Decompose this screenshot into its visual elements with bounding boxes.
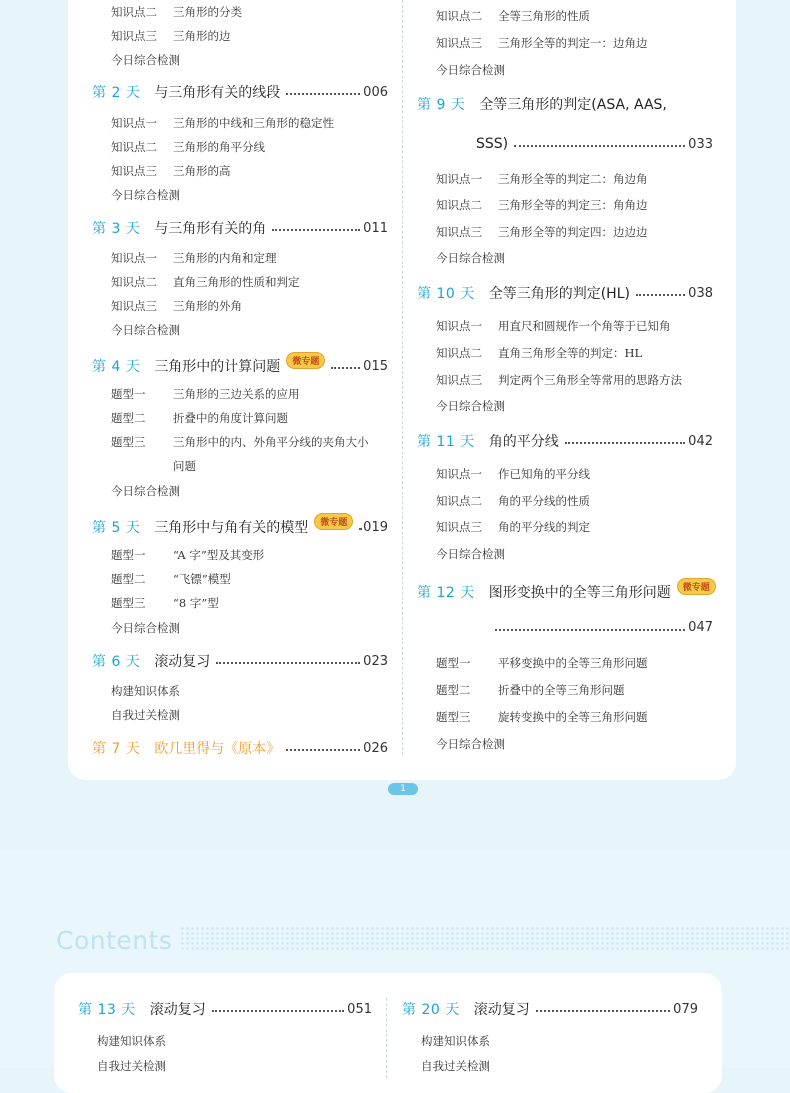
item-text: 自我过关检测 — [97, 1059, 166, 1073]
item-text: “飞镖”模型 — [173, 572, 231, 586]
day-title: SSS) — [476, 136, 509, 152]
item-text: 今日综合检测 — [436, 63, 505, 77]
item-label: 知识点三 — [111, 164, 157, 178]
item-text: 今日综合检测 — [436, 737, 505, 751]
item-label: 题型一 — [111, 387, 146, 401]
item-label: 知识点二 — [436, 198, 482, 212]
day-number: 第 6 天 — [92, 654, 141, 670]
item-label: 知识点三 — [111, 299, 157, 313]
item-text: 作已知角的平分线 — [498, 467, 590, 481]
item-text: 问题 — [173, 459, 196, 473]
day-title: 三角形中与角有关的模型 — [154, 520, 309, 536]
item-label: 知识点三 — [436, 520, 482, 534]
item-label: 知识点一 — [436, 172, 482, 186]
item-label: 知识点一 — [111, 251, 157, 265]
day-title: 全等三角形的判定(HL) — [488, 286, 630, 302]
day-title: 角的平分线 — [488, 434, 559, 450]
page-number: 038 — [688, 285, 713, 301]
page-number: 019 — [363, 519, 388, 535]
item-text: “A 字”型及其变形 — [173, 548, 265, 562]
page-number: 033 — [688, 136, 713, 152]
day-number: 第 2 天 — [92, 85, 141, 101]
item-label: 题型三 — [436, 710, 471, 724]
day-number: 第 4 天 — [92, 359, 141, 375]
toc-item[interactable] — [421, 1058, 490, 1074]
item-text: 判定两个三角形全等常用的思路方法 — [498, 373, 682, 387]
page-number: 026 — [363, 740, 388, 756]
item-text: 折叠中的全等三角形问题 — [498, 683, 625, 697]
item-text: 平移变换中的全等三角形问题 — [498, 656, 648, 670]
page-number: 047 — [688, 620, 713, 635]
item-text: 今日综合检测 — [436, 251, 505, 265]
page-number: 079 — [673, 1001, 698, 1017]
item-label: 知识点二 — [436, 494, 482, 508]
page-number: 023 — [363, 653, 388, 669]
item-text: 三角形的分类 — [173, 5, 242, 19]
item-label: 知识点三 — [111, 29, 157, 43]
item-label: 知识点二 — [436, 9, 482, 23]
item-text: “8 字”型 — [173, 596, 219, 610]
day-title: 滚动复习 — [149, 1002, 206, 1018]
item-label: 题型一 — [436, 656, 471, 670]
item-text: 今日综合检测 — [111, 484, 180, 498]
micro-topic-badge: 微专题 — [314, 513, 353, 530]
item-text: 全等三角形的性质 — [498, 9, 590, 23]
day-title: 滚动复习 — [154, 654, 211, 670]
contents-heading: Contents — [56, 926, 173, 955]
day-number: 第 20 天 — [402, 1002, 460, 1018]
item-text: 用直尺和圆规作一个角等于已知角 — [498, 319, 671, 333]
item-text: 自我过关检测 — [421, 1059, 490, 1073]
item-text: 三角形的外角 — [173, 299, 242, 313]
toc-item[interactable] — [421, 1033, 490, 1049]
item-label: 知识点一 — [436, 319, 482, 333]
item-label: 题型三 — [111, 596, 146, 610]
item-text: 直角三角形全等的判定：HL — [498, 346, 643, 360]
item-text: 今日综合检测 — [436, 399, 505, 413]
item-text: 构建知识体系 — [421, 1034, 490, 1048]
item-text: 今日综合检测 — [111, 323, 180, 337]
day-number: 第 13 天 — [78, 1002, 136, 1018]
page-number: 015 — [363, 358, 388, 374]
item-label: 知识点二 — [111, 140, 157, 154]
item-text: 折叠中的角度计算问题 — [173, 411, 288, 425]
item-text: 三角形全等的判定四：边边边 — [498, 225, 648, 239]
page-number: 011 — [363, 220, 388, 236]
item-text: 三角形的角平分线 — [173, 140, 265, 154]
day-number: 第 3 天 — [92, 221, 141, 237]
item-label: 知识点一 — [436, 467, 482, 481]
dot-leader — [536, 1010, 670, 1012]
item-label: 知识点三 — [436, 36, 482, 50]
item-label: 题型一 — [111, 548, 146, 562]
item-text: 自我过关检测 — [111, 708, 180, 722]
item-text: 直角三角形的性质和判定 — [173, 275, 300, 289]
day-title: 欧几里得与《原本》 — [154, 741, 281, 757]
day-number: 第 5 天 — [92, 520, 141, 536]
item-text: 三角形中的内、外角平分线的夹角大小 — [173, 435, 369, 449]
page-number: 006 — [363, 84, 388, 100]
day-title: 与三角形有关的线段 — [154, 85, 281, 101]
item-text: 今日综合检测 — [111, 53, 180, 67]
day-number: 第 10 天 — [417, 286, 475, 302]
day-title: 全等三角形的判定(ASA, AAS, — [479, 97, 667, 113]
item-text: 三角形的边 — [173, 29, 231, 43]
micro-topic-badge: 微专题 — [286, 352, 325, 369]
item-label: 知识点三 — [436, 373, 482, 387]
item-text: 构建知识体系 — [111, 684, 180, 698]
item-text: 三角形的三边关系的应用 — [173, 387, 300, 401]
item-label: 知识点二 — [436, 346, 482, 360]
item-label: 知识点二 — [111, 275, 157, 289]
item-text: 三角形全等的判定二：角边角 — [498, 172, 648, 186]
day-number: 第 9 天 — [417, 97, 466, 113]
item-text: 今日综合检测 — [111, 621, 180, 635]
item-text: 旋转变换中的全等三角形问题 — [498, 710, 648, 724]
item-text: 三角形全等的判定一：边角边 — [498, 36, 648, 50]
day-title: 图形变换中的全等三角形问题 — [488, 585, 671, 601]
item-label: 题型三 — [111, 435, 146, 449]
item-label: 题型二 — [436, 683, 471, 697]
page-number: 042 — [688, 433, 713, 449]
item-text: 三角形的高 — [173, 164, 231, 178]
page-number: 051 — [347, 1001, 372, 1017]
item-text: 今日综合检测 — [111, 188, 180, 202]
item-text: 角的平分线的判定 — [498, 520, 590, 534]
day-title: 与三角形有关的角 — [154, 221, 267, 237]
item-label: 知识点二 — [111, 5, 157, 19]
item-label: 题型二 — [111, 572, 146, 586]
day-title: 三角形中的计算问题 — [154, 359, 281, 375]
item-label: 知识点一 — [111, 116, 157, 130]
day-number: 第 11 天 — [417, 434, 475, 450]
item-text: 三角形的内角和定理 — [173, 251, 277, 265]
item-text: 今日综合检测 — [436, 547, 505, 561]
page-indicator: 1 — [388, 783, 418, 795]
day-number: 第 12 天 — [417, 585, 475, 601]
item-text: 三角形全等的判定三：角角边 — [498, 198, 648, 212]
toc-day-entry[interactable] — [402, 999, 698, 1019]
micro-topic-badge: 微专题 — [677, 578, 716, 595]
item-text: 角的平分线的性质 — [498, 494, 590, 508]
item-text: 三角形的中线和三角形的稳定性 — [173, 116, 334, 130]
item-label: 知识点三 — [436, 225, 482, 239]
day-number: 第 7 天 — [92, 741, 141, 757]
item-label: 题型二 — [111, 411, 146, 425]
item-text: 构建知识体系 — [97, 1034, 166, 1048]
day-title: 滚动复习 — [473, 1002, 530, 1018]
